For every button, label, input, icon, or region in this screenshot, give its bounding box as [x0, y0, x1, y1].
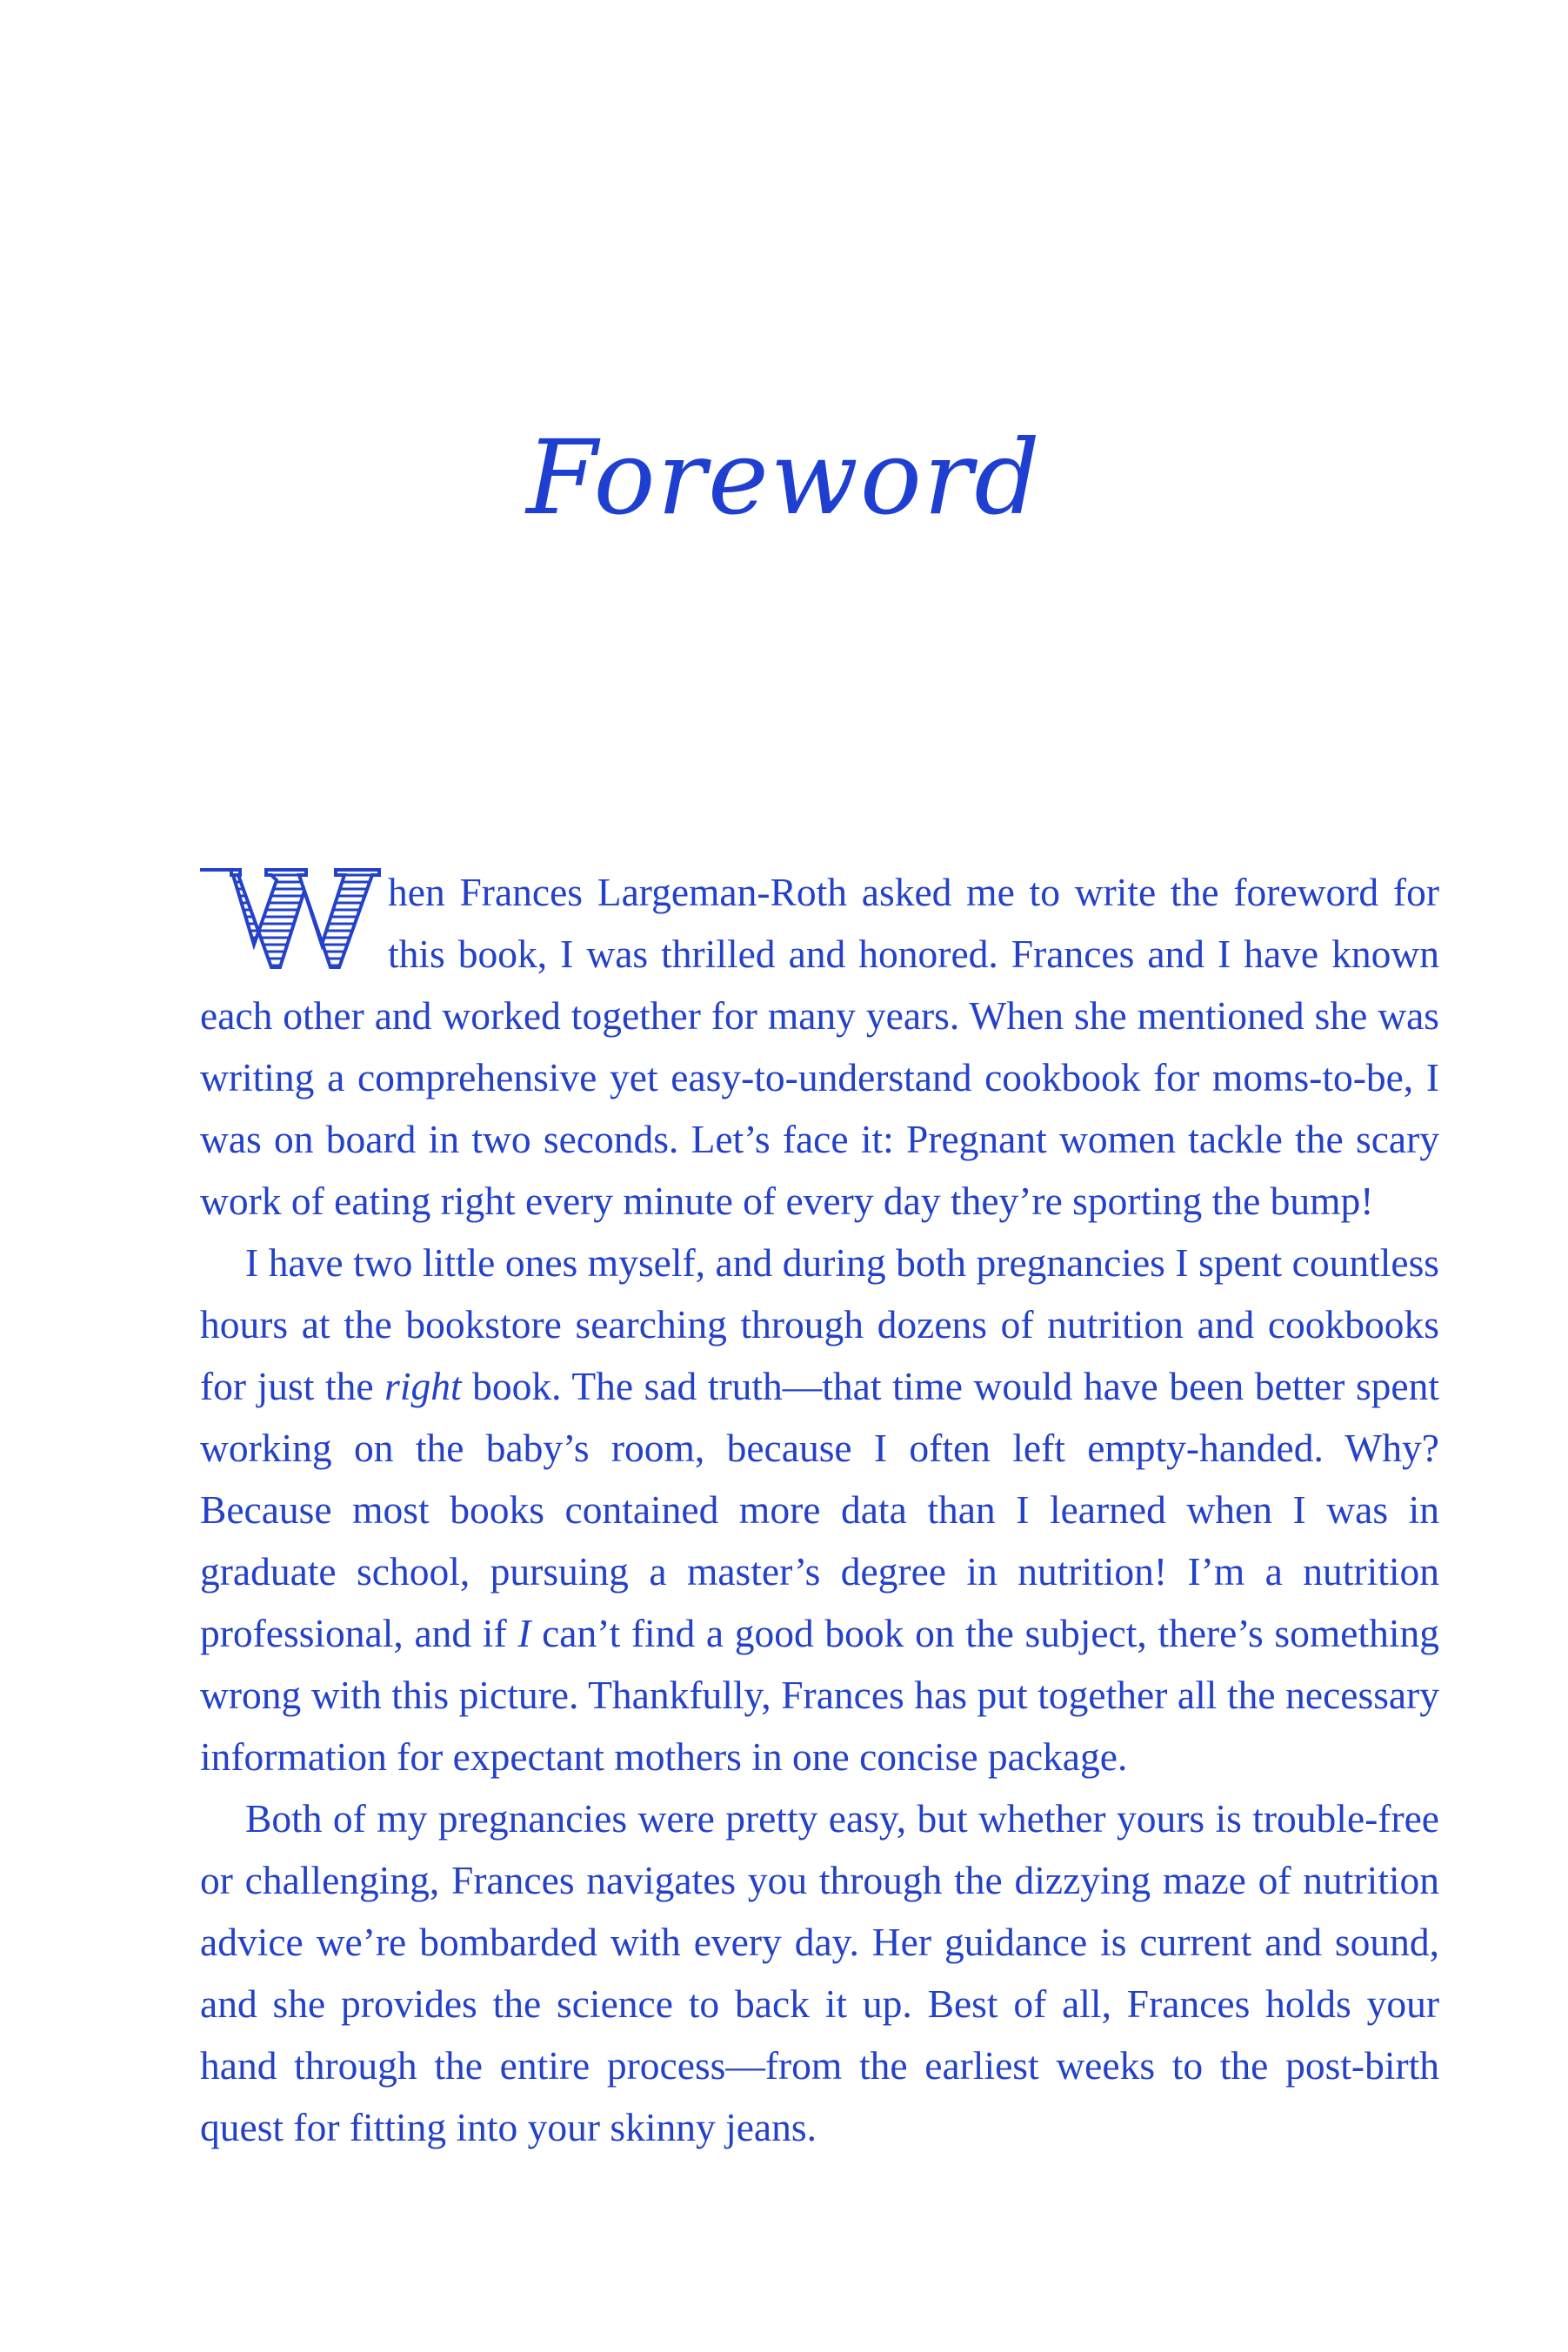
- paragraph-2: [200, 1232, 1439, 1787]
- foreword-body: [200, 861, 1439, 2158]
- emphasis-right: right: [384, 1364, 462, 1408]
- paragraph-3: Both of my pregnancies were pretty easy, but whether yours is trouble-free or challenging, Frances navigates you through the dizzying maze of nutrition advice we’re bombarded with every day. Her guidance is current and sound, and she provides the science to back it up. Best of all, Frances holds your hand through the entire process—from the earliest weeks to the post-birth quest for fitting into your skinny jeans.: [200, 1796, 1439, 2149]
- paragraph-1: [200, 861, 1439, 1232]
- paragraph-2-text-b: book. The sad truth—that time would have been better spent working on the baby’s room, because I often left empty-handed. Why? Because most books contained more data than I learned when I was in graduate school, pursuing a master’s degree in nutrition! I’m a nutrition professional, and if: [200, 1364, 1439, 1655]
- paragraph-2-text-c: can’t find a good book on the subject, there’s something wrong with this picture. Thankfully, Frances has put together all the necessary information for expectant mothers in one concise package.: [200, 1611, 1439, 1779]
- dropcap-w-ornament: [200, 865, 384, 971]
- chapter-title: Foreword: [526, 418, 1042, 538]
- paragraph-1-text: hen Frances Largeman-Roth asked me to write the foreword for this book, I was thrilled and honored. Frances and I have known each other and worked together for many years. When she mentioned she was writing a comprehensive yet easy-to-understand cookbook for moms-to-be, I was on board in two seconds. Let’s face it: Pregnant women tackle the scary work of eating right every minute of every day they’re sporting the bump!: [200, 870, 1439, 1223]
- emphasis-i: I: [517, 1611, 531, 1655]
- paragraph-2-text-a: I have two little ones myself, and during both pregnancies I spent countless hours at the bookstore searching through dozens of nutrition and cookbooks for just the: [200, 1240, 1439, 1408]
